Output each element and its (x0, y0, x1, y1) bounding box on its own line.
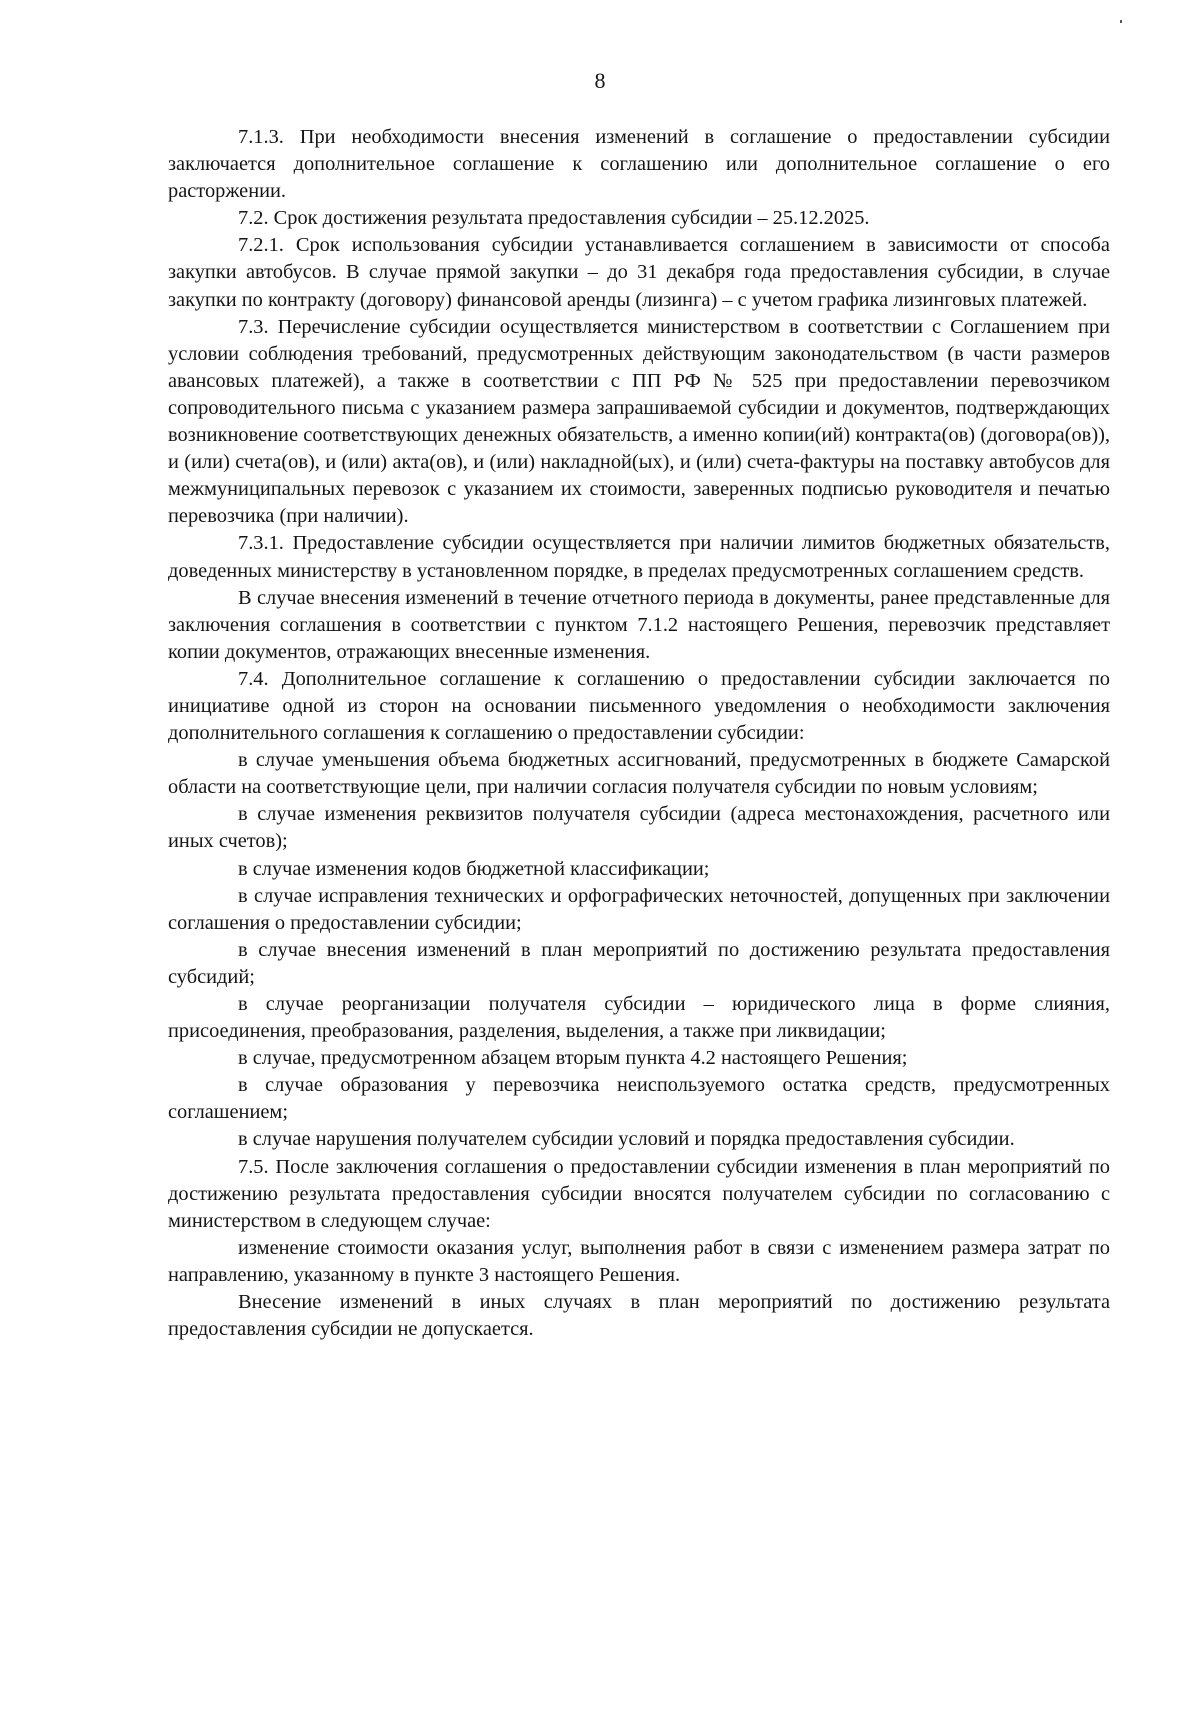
list-item-reorganization: в случае реорганизации получателя субсидии – юридического лица в форме слияния, присоединения, преобразования, разделения, выделения, а также при ликвидации; (168, 993, 1110, 1043)
paragraph-7-2-1: 7.2.1. Срок использования субсидии устанавливается соглашением в зависимости от способа закупки автобусов. В случае прямой закупки – до 31 декабря года предоставления субсидии, в случае закупки по контракту (договору) финансовой аренды (лизинга) – с учетом графика лизинговых платежей. (168, 234, 1110, 311)
list-item-cost-change: изменение стоимости оказания услуг, выполнения работ в связи с изменением размера затрат по направлению, указанному в пункте 3 настоящего Решения. (168, 1236, 1110, 1286)
document-body (168, 124, 1110, 1343)
list-item-budget-reduction: в случае уменьшения объема бюджетных ассигнований, предусмотренных в бюджете Самарской области на соответствующие цели, при наличии согласия получателя субсидии по новым условиям; (168, 749, 1110, 799)
paragraph-7-3-1: 7.3.1. Предоставление субсидии осуществляется при наличии лимитов бюджетных обязательств, доведенных министерству в установленном порядке, в пределах предусмотренных соглашением средств. (168, 532, 1110, 582)
list-item-budget-codes: в случае изменения кодов бюджетной классификации; (238, 857, 710, 880)
paragraph-7-4: 7.4. Дополнительное соглашение к соглашению о предоставлении субсидии заключается по инициативе одной из сторон на основании письменного уведомления о необходимости заключения дополнительного соглашения к соглашению о предоставлении субсидии: (168, 667, 1110, 745)
list-item-corrections: в случае исправления технических и орфографических неточностей, допущенных при заключении соглашения о предоставлении субсидии; (168, 884, 1110, 934)
list-item-requisites-change: в случае изменения реквизитов получателя субсидии (адреса местонахождения, расчетного или иных счетов); (168, 803, 1110, 853)
paragraph-7-2: 7.2. Срок достижения результата предоставления субсидии – 25.12.2025. (238, 207, 870, 230)
paragraph-7-3-1-changes: В случае внесения изменений в течение отчетного периода в документы, ранее представленные для заключения соглашения в соответствии с пунктом 7.1.2 настоящего Решения, перевозчик представляет копии документов, отражающих внесенные изменения. (168, 586, 1110, 663)
paragraph-closing: Внесение изменений в иных случаях в план мероприятий по достижению результата предоставления субсидии не допускается. (168, 1291, 1110, 1341)
list-item-plan-changes: в случае внесения изменений в план мероприятий по достижению результата предоставления субсидий; (168, 938, 1110, 988)
page-number: 8 (594, 68, 606, 93)
list-item-clause-4-2: в случае, предусмотренном абзацем вторым пункта 4.2 настоящего Решения; (238, 1047, 908, 1070)
list-item-unused-funds: в случае образования у перевозчика неиспользуемого остатка средств, предусмотренных соглашением; (168, 1074, 1110, 1124)
list-item-violation: в случае нарушения получателем субсидии условий и порядка предоставления субсидии. (238, 1128, 1015, 1151)
paragraph-7-3: 7.3. Перечисление субсидии осуществляется министерством в соответствии с Соглашением при условии соблюдения требований, предусмотренных действующим законодательством (в части размеров авансовых платежей), а также в соответствии с ПП РФ № 525 при предоставлении перевозчиком сопроводительного письма с указанием размера запрашиваемой субсидии и документов, подтверждающих возникновение соответствующих денежных обязательств, а именно копии(ий) контракта(ов) (договора(ов)), и (или) счета(ов), и (или) акта(ов), и (или) накладной(ых), и (или) счета-фактуры на поставку автобусов для межмуниципальных перевозок с указанием их стоимости, заверенных подписью руководителя и печатью перевозчика (при наличии). (168, 315, 1110, 528)
paragraph-7-1-3: 7.1.3. При необходимости внесения изменений в соглашение о предоставлении субсидии заключается дополнительное соглашение к соглашению или дополнительное соглашение о его расторжении. (168, 126, 1110, 203)
paragraph-7-5: 7.5. После заключения соглашения о предоставлении субсидии изменения в план мероприятий по достижению результата предоставления субсидии вносятся получателем субсидии по согласованию с министерством в следующем случае: (168, 1155, 1110, 1232)
scan-speck (1120, 20, 1122, 23)
